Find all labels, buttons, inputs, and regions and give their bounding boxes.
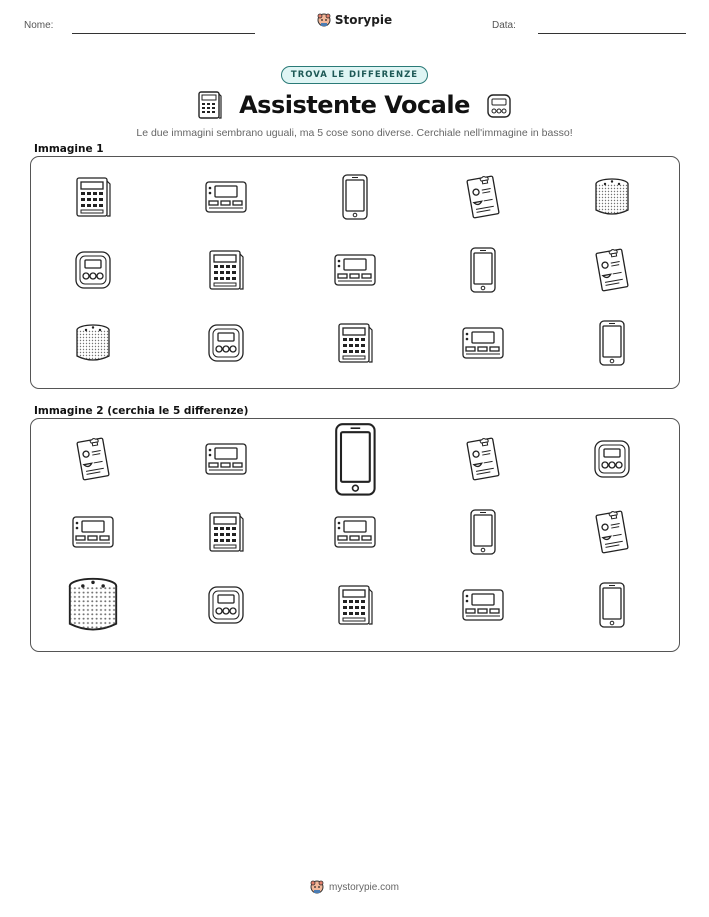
smart-speaker-icon bbox=[592, 175, 632, 219]
image2-label: Immagine 2 (cerchia le 5 differenze) bbox=[34, 405, 249, 417]
recipe-card-icon bbox=[76, 437, 110, 481]
timer-pad-icon bbox=[332, 514, 378, 550]
mascot-icon bbox=[310, 880, 324, 894]
name-label: Nome: bbox=[24, 20, 54, 31]
image1-panel bbox=[30, 156, 680, 389]
timer-pad-icon bbox=[460, 325, 506, 361]
control-panel-icon bbox=[197, 90, 223, 120]
date-line[interactable] bbox=[538, 33, 686, 34]
page-title: Assistente Vocale bbox=[239, 91, 470, 119]
smartphone-icon bbox=[333, 421, 378, 498]
timer-pad-icon bbox=[203, 179, 249, 215]
instructions: Le due immagini sembrano uguali, ma 5 cose sono diverse. Cerchiale nell'immagine in basso! bbox=[136, 127, 573, 139]
date-label: Data: bbox=[492, 20, 516, 31]
smartphone-icon bbox=[598, 319, 626, 367]
mascot-icon bbox=[317, 13, 331, 27]
recipe-card-icon bbox=[466, 175, 500, 219]
recipe-card-icon bbox=[595, 248, 629, 292]
footer bbox=[0, 880, 709, 894]
kitchen-timer-icon bbox=[486, 90, 512, 120]
smartphone-icon bbox=[598, 581, 626, 629]
name-line[interactable] bbox=[72, 33, 255, 34]
recipe-card-icon bbox=[595, 510, 629, 554]
activity-badge: TROVA LE DIFFERENZE bbox=[281, 66, 428, 84]
kitchen-timer-icon bbox=[206, 322, 246, 364]
image1-label: Immagine 1 bbox=[34, 143, 104, 155]
footer-url: mystorypie.com bbox=[328, 881, 399, 893]
brand-logo bbox=[0, 13, 709, 27]
control-panel-icon bbox=[336, 583, 374, 627]
kitchen-timer-icon bbox=[73, 249, 113, 291]
smartphone-icon bbox=[341, 173, 369, 221]
kitchen-timer-icon bbox=[592, 438, 632, 480]
control-panel-icon bbox=[74, 175, 112, 219]
timer-pad-icon bbox=[460, 587, 506, 623]
smartphone-icon bbox=[469, 508, 497, 556]
timer-pad-icon bbox=[332, 252, 378, 288]
control-panel-icon bbox=[207, 510, 245, 554]
control-panel-icon bbox=[336, 321, 374, 365]
smartphone-icon bbox=[469, 246, 497, 294]
timer-pad-icon bbox=[203, 441, 249, 477]
kitchen-timer-icon bbox=[206, 584, 246, 626]
timer-pad-icon bbox=[70, 514, 116, 550]
smart-speaker-icon bbox=[73, 321, 113, 365]
image2-panel[interactable] bbox=[30, 418, 680, 652]
control-panel-icon bbox=[207, 248, 245, 292]
brand-name: Storypie bbox=[334, 13, 393, 27]
smart-speaker-icon bbox=[64, 573, 122, 637]
recipe-card-icon bbox=[466, 437, 500, 481]
